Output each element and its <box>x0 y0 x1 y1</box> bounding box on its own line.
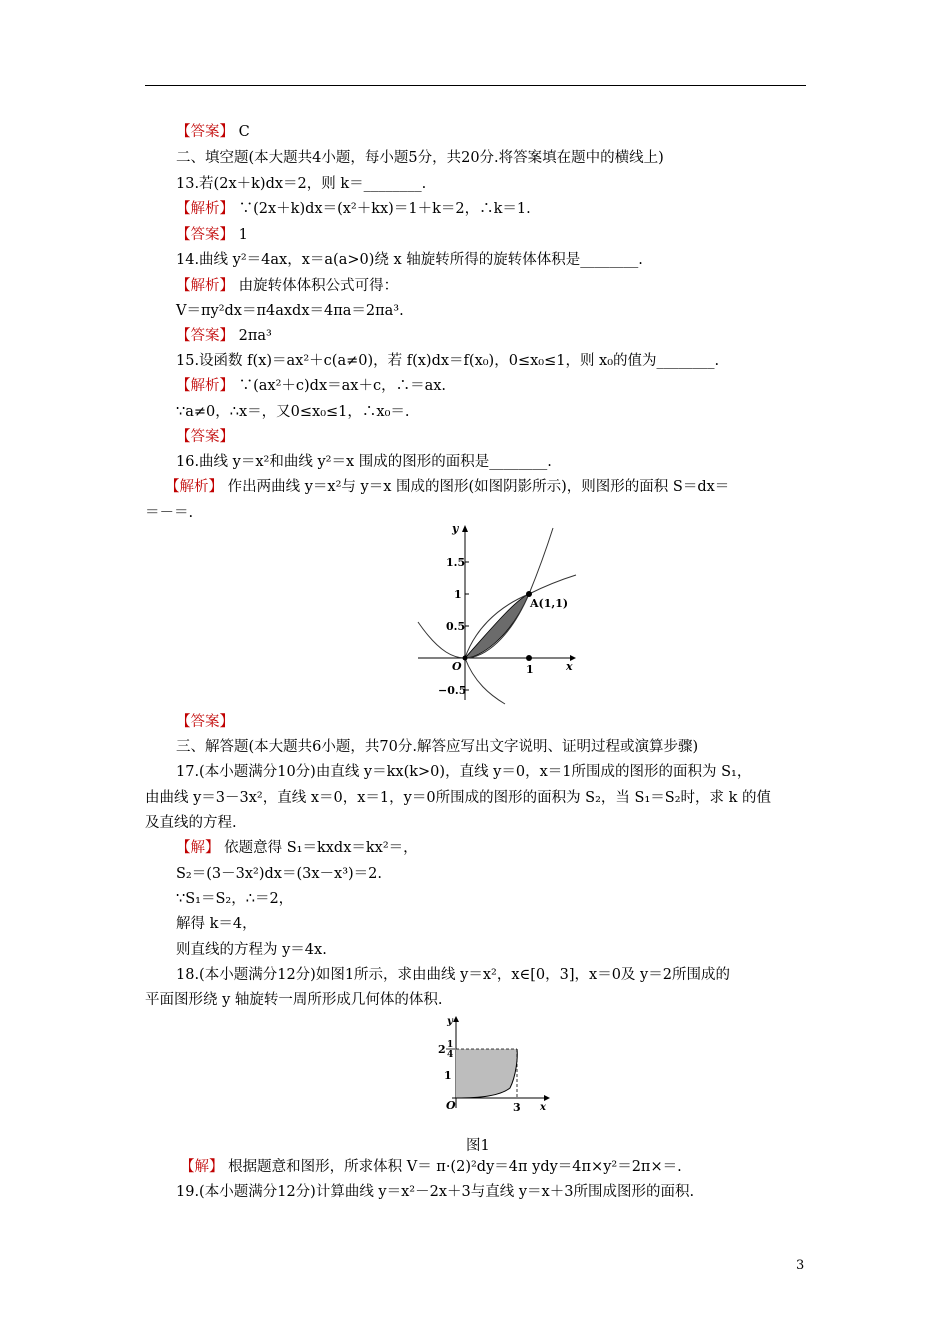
tick-label: 1 <box>526 663 534 676</box>
answer-text: 1 <box>234 227 248 243</box>
answer-line <box>176 427 234 447</box>
shaded-region <box>465 594 529 658</box>
figure-caption: 图1 <box>466 1138 490 1154</box>
fraction-numerator: 1 <box>447 1040 454 1050</box>
tick-label: 1 <box>454 588 462 601</box>
analysis-tag: 【解析】 <box>165 479 223 495</box>
x-label: x <box>566 660 573 673</box>
analysis-line <box>176 376 446 396</box>
analysis-text: 由旋转体体积公式可得： <box>234 278 399 294</box>
question-18: 18.(本小题满分12分)如图1所示，求由曲线 y＝x²，x∈[0，3]，x＝0及 y＝2所围成的 <box>176 967 730 983</box>
y-arrow-icon <box>462 525 468 532</box>
answer-tag: 【答案】 <box>176 429 234 445</box>
tick-label: 1.5 <box>446 556 466 569</box>
solution-line: ∵a≠0，∴x＝，又0≤x₀≤1，∴x₀＝. <box>176 404 410 420</box>
analysis-text: ∵(2x＋k)dx＝(x²＋kx)＝1＋k＝2，∴k＝1. <box>234 201 531 217</box>
analysis-tag: 【解析】 <box>176 378 234 394</box>
answer-line <box>176 326 272 346</box>
solution-text: 依题意得 S₁＝kxdx＝kx²＝， <box>219 840 418 856</box>
solution-line: S₂＝(3－3x²)dx＝(3x－x³)＝2. <box>176 866 383 882</box>
question-19: 19.(本小题满分12分)计算曲线 y＝x²－2x＋3与直线 y＝x＋3所围成图形的面积. <box>176 1184 695 1200</box>
header-rule <box>145 85 806 86</box>
figure-parabolas <box>410 520 580 705</box>
question-17-cont: 及直线的方程. <box>145 815 237 831</box>
solution-line <box>176 838 418 858</box>
solution-text: 根据题意和图形，所求体积 V＝ π·(2)²dy＝4π ydy＝4π×y²＝2π×＝. <box>223 1159 682 1175</box>
origin-label: O <box>446 1099 456 1112</box>
question-16: 16.曲线 y＝x²和曲线 y²＝x 围成的图形的面积是________. <box>176 454 552 470</box>
answer-tag: 【答案】 <box>176 714 234 730</box>
tick-label: 3 <box>513 1101 521 1114</box>
solution-line <box>180 1157 682 1177</box>
section-heading-solve: 三、解答题(本大题共6小题，共70分.解答应写出文字说明、证明过程或演算步骤) <box>176 739 699 755</box>
page-number: 3 <box>796 1258 805 1273</box>
answer-text: 2πa³ <box>234 328 272 344</box>
question-14: 14.曲线 y²＝4ax，x＝a(a>0)绕 x 轴旋转所得的旋转体体积是________. <box>176 252 643 268</box>
origin-label: O <box>452 660 462 673</box>
solution-tag: 【解】 <box>176 840 220 856</box>
origin-point <box>463 656 468 661</box>
question-17-cont: 由曲线 y＝3－3x²，直线 x＝0，x＝1，y＝0所围成的图形的面积为 S₂，当 S₁＝S₂时，求 k 的值 <box>145 790 772 806</box>
analysis-text: 作出两曲线 y＝x²与 y＝x 围成的图形(如图阴影所示)，则图形的面积 S＝dx＝ <box>223 479 730 495</box>
answer-line <box>176 225 248 245</box>
tick-label: 0.5 <box>446 620 466 633</box>
answer-tag: 【答案】 <box>176 124 234 140</box>
curve-sqrt-lower <box>465 658 505 704</box>
question-13: 13.若(2x＋k)dx＝2，则 k＝________. <box>176 176 427 192</box>
tick-label: −0.5 <box>438 684 467 697</box>
solution-line: 则直线的方程为 y＝4x. <box>176 942 327 958</box>
analysis-tag: 【解析】 <box>176 201 234 217</box>
point-x1 <box>526 655 532 661</box>
question-17: 17.(本小题满分10分)由直线 y＝kx(k>0)，直线 y＝0，x＝1所围成的图形的面积为 S₁， <box>176 764 752 780</box>
x-label: x <box>540 1102 546 1113</box>
analysis-tag: 【解析】 <box>176 278 234 294</box>
fraction-denominator: 4 <box>447 1050 454 1060</box>
analysis-text: ∵(ax²＋c)dx＝ax＋c，∴＝ax. <box>234 378 447 394</box>
y-label: y <box>447 1016 453 1027</box>
solution-line: V＝πy²dx＝π4axdx＝4πa＝2πa³. <box>176 303 404 319</box>
y-label: y <box>452 522 459 535</box>
figure-rotation <box>430 1012 555 1117</box>
question-18-cont: 平面图形绕 y 轴旋转一周所形成几何体的体积. <box>145 992 443 1008</box>
analysis-line <box>176 276 398 296</box>
analysis-line <box>176 199 531 219</box>
question-15: 15.设函数 f(x)＝ax²＋c(a≠0)，若 f(x)dx＝f(x₀)，0≤x₀≤1，则 x₀的值为________. <box>176 353 720 369</box>
tick-label: 1 <box>444 1069 452 1082</box>
answer-line <box>176 122 250 142</box>
answer-tag: 【答案】 <box>176 227 234 243</box>
solution-line: 解得 k＝4， <box>176 916 257 932</box>
tick-label: 2 <box>438 1043 446 1056</box>
solution-tag: 【解】 <box>180 1159 224 1175</box>
answer-text: C <box>234 124 250 140</box>
shaded-region <box>456 1049 517 1098</box>
solution-line: ∵S₁＝S₂，∴＝2， <box>176 891 294 907</box>
y-arrow-icon <box>453 1016 459 1022</box>
section-heading-fill: 二、填空题(本大题共4小题，每小题5分，共20分.将答案填在题中的横线上) <box>176 150 664 166</box>
answer-line <box>176 712 234 732</box>
x-arrow-icon <box>544 1095 550 1101</box>
analysis-line <box>165 477 729 497</box>
solution-line: ＝－＝. <box>145 505 194 521</box>
answer-tag: 【答案】 <box>176 328 234 344</box>
point-a-label: A(1,1) <box>530 597 569 610</box>
